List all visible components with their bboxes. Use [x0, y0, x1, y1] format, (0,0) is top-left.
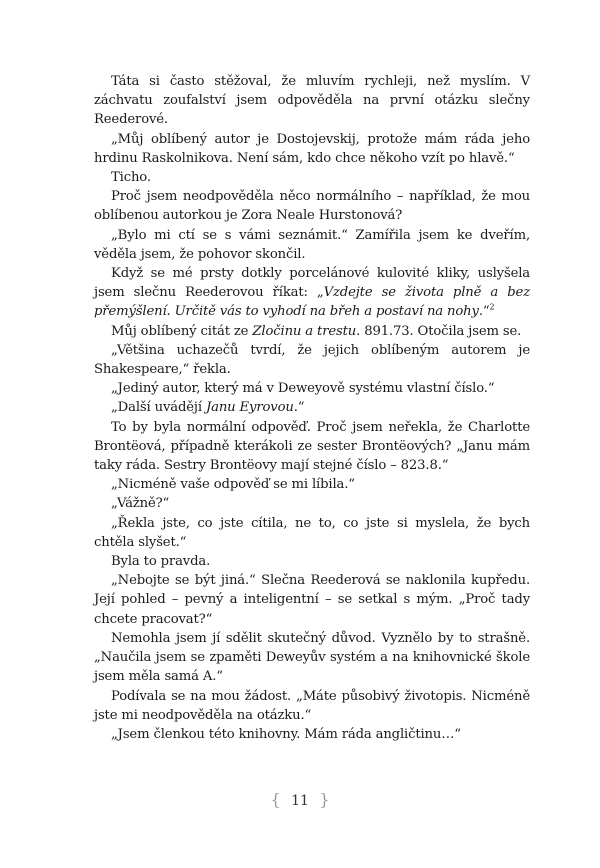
paragraph: [94, 629, 530, 687]
text-run: Ticho.: [111, 170, 151, 186]
text-run: „Řekla jste, co jste cítila, ne to, co jste si myslela, že bych chtěla slyšet.“: [94, 515, 530, 550]
body-text: [94, 72, 530, 744]
footnote-marker: 2: [489, 303, 495, 313]
text-run: Táta si často stěžoval, že mluvím rychleji, než myslím. V záchvatu zoufalství jsem odpověděla na první otázku slečny Reederové.: [94, 74, 530, 128]
paragraph: [94, 687, 530, 725]
text-run: . 891.73. Otočila jsem se.: [356, 323, 522, 339]
page-footer: [0, 790, 600, 809]
text-run: Nemohla jsem jí sdělit skutečný důvod. Vyznělo by to strašně. „Naučila jsem se zpaměti Deweyův systém a na knihovnické škole jsem měla samá A.“: [94, 630, 530, 685]
text-run: „Nebojte se být jiná.“ Slečna Reederová se naklonila kupředu. Její pohled – pevný a inteligentní – se setkal s mým. „Proč tady chcete pracovat?“: [94, 573, 530, 627]
text-run: „Můj oblíbený autor je Dostojevskij, protože mám ráda jeho hrdinu Raskolnikova. Není sám, kdo chce někoho vzít po hlavě.“: [94, 131, 530, 166]
paragraph: [94, 514, 530, 552]
paragraph: [94, 552, 530, 571]
paragraph: [94, 398, 530, 417]
paragraph: [94, 571, 530, 629]
text-run: „Další uvádějí: [111, 400, 206, 416]
text-run: Byla to pravda.: [111, 554, 211, 570]
text-run: .“: [478, 304, 490, 320]
text-run: Když se mé prsty dotkly porcelánové kulovité kliky, uslyšela jsem slečnu Reederovou říkat: „: [94, 266, 530, 301]
paragraph: [94, 725, 530, 744]
paragraph: [94, 379, 530, 398]
text-run: „Nicméně vaše odpověď se mi líbila.“: [111, 477, 355, 493]
paragraph: [94, 322, 530, 341]
paragraph: [94, 264, 530, 322]
text-run: Můj oblíbený citát ze: [111, 323, 253, 339]
text-run: „Většina uchazečů tvrdí, že jejich oblíbeným autorem je Shakespeare,“ řekla.: [94, 342, 530, 378]
italic-text: Vzdejte se života plně a bez přemýšlení. Určitě vás to vyhodí na břeh a postaví na nohy: [94, 285, 530, 320]
text-run: .“: [293, 400, 305, 416]
italic-text: Janu Eyrovou: [205, 400, 294, 416]
paragraph: [94, 494, 530, 513]
paragraph: [94, 72, 530, 130]
paragraph: [94, 341, 530, 379]
text-run: „Jediný autor, který má v Deweyově systému vlastní číslo.“: [111, 381, 495, 397]
paragraph: [94, 130, 530, 168]
paragraph: [94, 475, 530, 494]
text-run: Podívala se na mou žádost. „Máte působivý životopis. Nicméně jste mi neodpověděla na otázku.“: [94, 688, 530, 723]
right-brace-ornament: }: [319, 790, 330, 809]
text-run: „Vážně?“: [111, 496, 170, 512]
text-run: To by byla normální odpověď. Proč jsem neřekla, že Charlotte Brontëová, případně kterákoli ze sester Brontëových? „Janu mám taky ráda. Sestry Brontëovy mají stejné číslo – 823.8.“: [94, 419, 530, 474]
left-brace-ornament: {: [270, 790, 281, 809]
paragraph: [94, 168, 530, 187]
text-run: Proč jsem neodpověděla něco normálního – například, že mou oblíbenou autorkou je Zora Neale Hurstonová?: [94, 189, 530, 224]
paragraph: [94, 226, 530, 264]
paragraph: [94, 418, 530, 476]
italic-text: Zločinu a trestu: [252, 323, 357, 339]
text-run: „Jsem členkou této knihovny. Mám ráda angličtinu…“: [111, 726, 461, 742]
text-run: „Bylo mi ctí se s vámi seznámit.“ Zamířila jsem ke dveřím, věděla jsem, že pohovor skončil.: [94, 227, 530, 262]
paragraph: [94, 187, 530, 225]
page-number: 11: [291, 793, 309, 809]
